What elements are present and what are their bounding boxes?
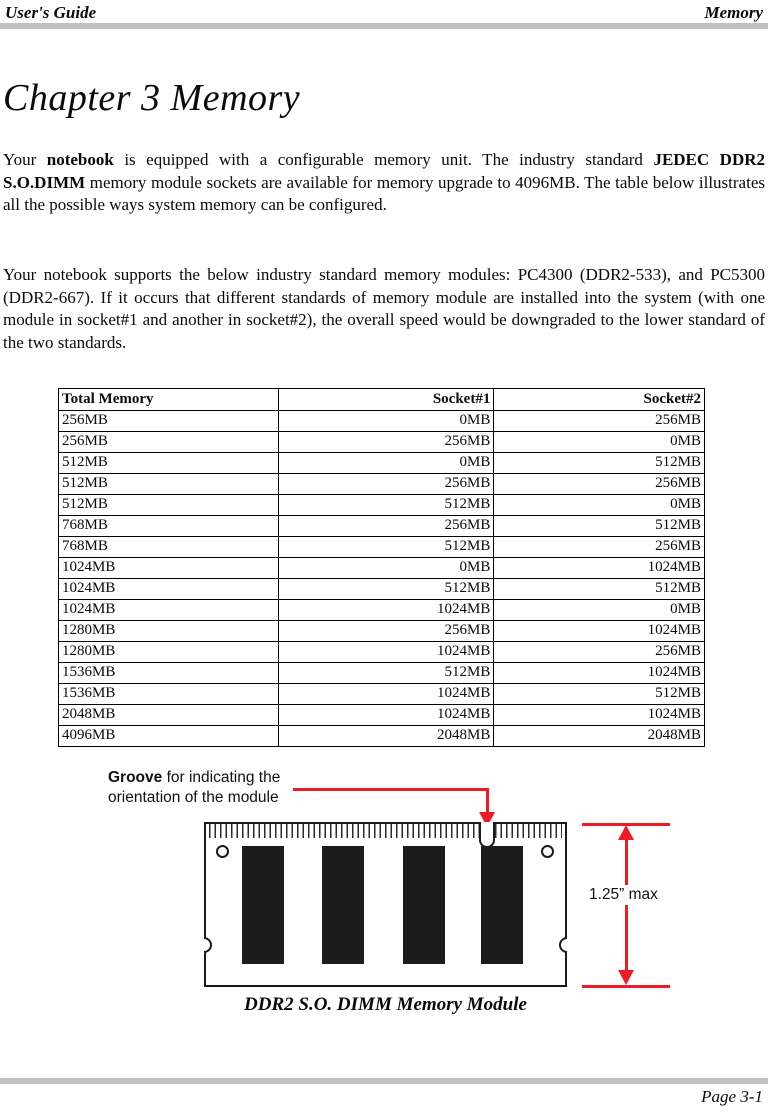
- table-row: [59, 600, 705, 621]
- table-cell: 1280MB: [59, 621, 279, 642]
- dimm-figure: [0, 755, 768, 1040]
- p1-text: Your: [3, 150, 47, 169]
- table-cell: 1536MB: [59, 663, 279, 684]
- table-cell: 256MB: [494, 537, 705, 558]
- page-number: Page 3-1: [701, 1087, 763, 1106]
- table-row: [59, 516, 705, 537]
- groove-word: Groove: [108, 769, 163, 786]
- table-row: [59, 432, 705, 453]
- table-cell: 1536MB: [59, 684, 279, 705]
- table-row: [59, 579, 705, 600]
- memory-table-body: [59, 411, 705, 747]
- table-row: [59, 474, 705, 495]
- table-cell: 512MB: [278, 579, 494, 600]
- dimension-extension-line-bottom: [582, 985, 670, 988]
- table-row: [59, 453, 705, 474]
- table-row: [59, 537, 705, 558]
- table-cell: 1024MB: [278, 705, 494, 726]
- table-cell: 2048MB: [59, 705, 279, 726]
- table-cell: 256MB: [278, 621, 494, 642]
- p1-bold-jedec: JEDEC DDR2 S.O.DIMM: [3, 150, 765, 192]
- header-left-title: User's Guide: [5, 3, 97, 22]
- table-cell: 1024MB: [494, 705, 705, 726]
- table-cell: 4096MB: [59, 726, 279, 747]
- p1-bold-notebook: notebook: [46, 150, 114, 169]
- header-cell-socket1: Socket#1: [278, 389, 494, 411]
- paragraph-standards: Your notebook supports the below industry standard memory modules: PC4300 (DDR2-533), and PC5300 (DDR2-667). If it occurs that different standards of memory module are installed into the system (with one module in socket#1 and another in socket#2), the overall speed would be downgraded to the lower standard of the two standards.: [3, 265, 765, 353]
- table-cell: 512MB: [494, 684, 705, 705]
- table-cell: 1024MB: [278, 642, 494, 663]
- table-cell: 512MB: [278, 663, 494, 684]
- table-cell: 256MB: [494, 411, 705, 432]
- table-cell: 256MB: [278, 516, 494, 537]
- table-row: [59, 495, 705, 516]
- table-cell: 0MB: [494, 432, 705, 453]
- table-cell: 1024MB: [278, 600, 494, 621]
- groove-annotation-line2: orientation of the module: [108, 788, 279, 806]
- table-cell: 256MB: [494, 474, 705, 495]
- table-cell: 512MB: [59, 453, 279, 474]
- table-cell: 512MB: [494, 516, 705, 537]
- table-cell: 256MB: [278, 432, 494, 453]
- table-cell: 1024MB: [494, 663, 705, 684]
- table-cell: 256MB: [59, 411, 279, 432]
- table-cell: 512MB: [59, 474, 279, 495]
- memory-chip-4: [481, 846, 523, 964]
- table-cell: 256MB: [494, 642, 705, 663]
- header-right-title: Memory: [704, 3, 763, 22]
- table-cell: 1024MB: [59, 558, 279, 579]
- p1-text: is equipped with a configurable memory unit. The industry standard: [113, 150, 654, 169]
- table-cell: 1024MB: [278, 684, 494, 705]
- mounting-hole-left: [216, 845, 229, 858]
- table-row: [59, 663, 705, 684]
- table-cell: 1024MB: [494, 621, 705, 642]
- header-cell-total-memory: Total Memory: [59, 389, 279, 411]
- paragraph-intro: [3, 149, 765, 217]
- dimension-line-vertical: [625, 830, 628, 982]
- table-cell: 512MB: [278, 537, 494, 558]
- table-row: [59, 558, 705, 579]
- table-cell: 0MB: [494, 495, 705, 516]
- table-cell: 1024MB: [59, 600, 279, 621]
- dimension-arrow-up-icon: [618, 825, 634, 840]
- table-cell: 768MB: [59, 516, 279, 537]
- table-cell: 0MB: [278, 453, 494, 474]
- table-cell: 0MB: [278, 411, 494, 432]
- side-notch-right-mask: [567, 934, 578, 956]
- table-row: [59, 684, 705, 705]
- table-cell: 0MB: [278, 558, 494, 579]
- connector-pins: [209, 824, 562, 838]
- groove-leader-line-horizontal: [293, 788, 489, 791]
- table-cell: 1024MB: [59, 579, 279, 600]
- memory-config-table: [58, 388, 705, 747]
- table-cell: 768MB: [59, 537, 279, 558]
- figure-caption: DDR2 S.O. DIMM Memory Module: [244, 994, 527, 1015]
- table-row: [59, 642, 705, 663]
- table-cell: 2048MB: [494, 726, 705, 747]
- dimm-module-drawing: [204, 822, 567, 987]
- p1-text: memory module sockets are available for memory upgrade to 4096MB. The table below illustrates all the possible ways system memory can be configured.: [3, 172, 765, 215]
- table-cell: 2048MB: [278, 726, 494, 747]
- groove-rest: for indicating the: [162, 769, 281, 786]
- header-rule: [0, 23, 768, 29]
- side-notch-left-mask: [193, 934, 204, 956]
- table-cell: 512MB: [494, 453, 705, 474]
- mounting-hole-right: [541, 845, 554, 858]
- table-cell: 512MB: [494, 579, 705, 600]
- table-row: [59, 411, 705, 432]
- table-cell: 512MB: [278, 495, 494, 516]
- memory-chip-2: [322, 846, 364, 964]
- table-header-row: [59, 389, 705, 411]
- table-cell: 256MB: [278, 474, 494, 495]
- dimension-arrow-down-icon: [618, 970, 634, 985]
- table-cell: 512MB: [59, 495, 279, 516]
- table-cell: 256MB: [59, 432, 279, 453]
- memory-chip-1: [242, 846, 284, 964]
- chapter-title: Chapter 3 Memory: [3, 77, 301, 119]
- groove-notch: [479, 822, 495, 848]
- header-cell-socket2: Socket#2: [494, 389, 705, 411]
- table-row: [59, 621, 705, 642]
- table-row: [59, 726, 705, 747]
- table-cell: 1280MB: [59, 642, 279, 663]
- memory-chip-3: [403, 846, 445, 964]
- groove-leader-line-vertical: [486, 788, 489, 814]
- dimension-label: 1.25” max: [586, 885, 661, 905]
- groove-annotation-line1: [108, 768, 280, 788]
- table-cell: 0MB: [494, 600, 705, 621]
- groove-annotation: [108, 768, 280, 807]
- footer-rule: [0, 1078, 768, 1084]
- table-cell: 1024MB: [494, 558, 705, 579]
- table-row: [59, 705, 705, 726]
